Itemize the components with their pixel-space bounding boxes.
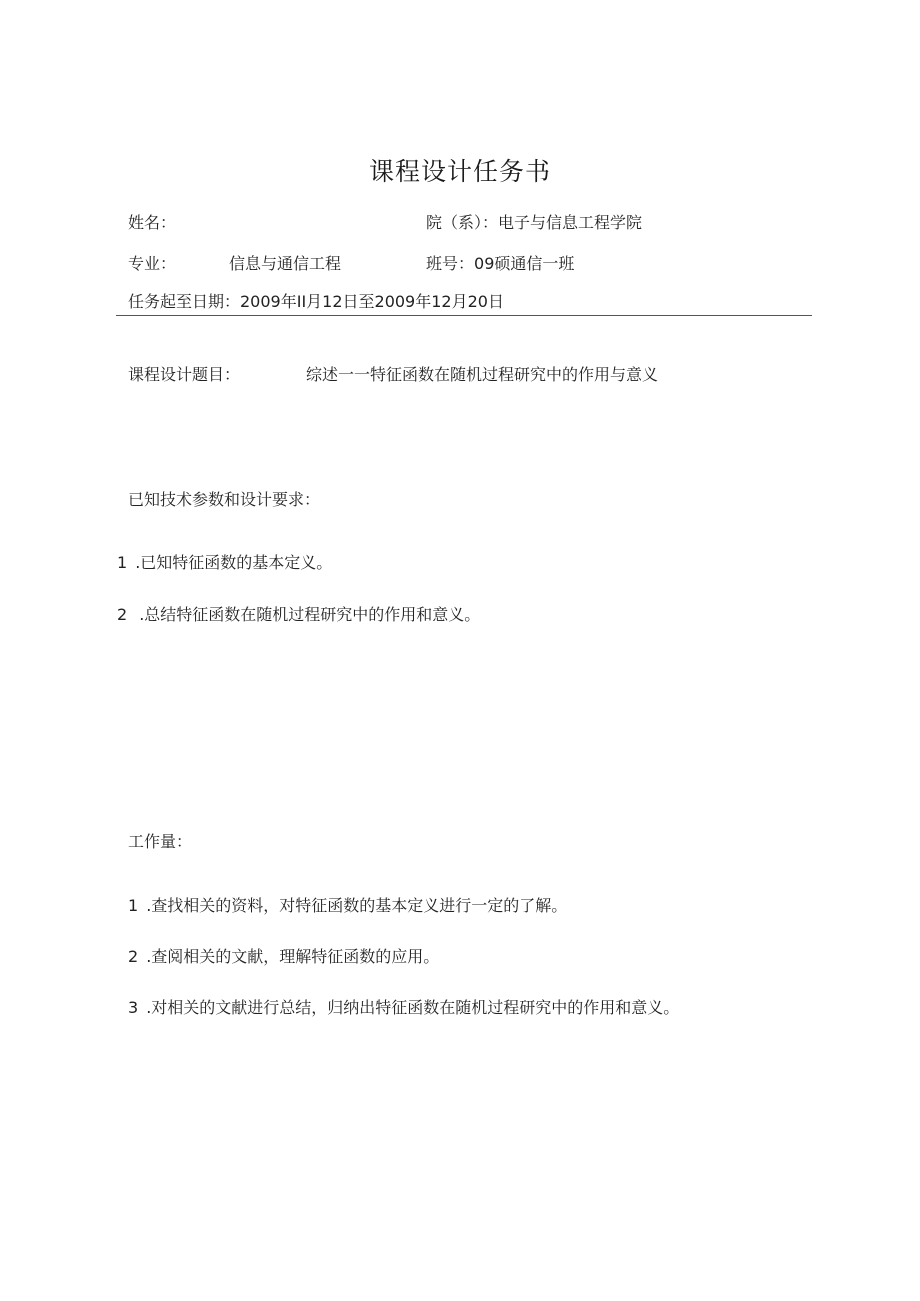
task-dates: 任务起至日期：2009年II月12日至2009年12月20日 xyxy=(128,292,504,311)
dept-label: 院（系）： xyxy=(426,213,499,232)
name-label: 姓名： xyxy=(128,213,177,232)
topic-label: 课程设计题目： xyxy=(128,365,241,384)
requirement-item xyxy=(117,605,480,625)
requirement-text: .已知特征函数的基本定义。 xyxy=(135,553,333,572)
workload-item xyxy=(128,998,679,1018)
workload-number: 1 xyxy=(128,896,139,915)
requirement-number: 2 xyxy=(117,605,128,624)
requirement-item xyxy=(117,553,332,573)
workload-number: 2 xyxy=(128,947,139,966)
header-divider xyxy=(116,315,812,316)
workload-number: 3 xyxy=(128,998,139,1017)
requirement-text: .总结特征函数在随机过程研究中的作用和意义。 xyxy=(139,605,481,624)
class-field xyxy=(426,254,574,274)
class-label: 班号： xyxy=(426,254,475,273)
major-value: 信息与通信工程 xyxy=(229,254,342,273)
class-value: 09硕通信一班 xyxy=(474,254,575,273)
workload-item xyxy=(128,947,439,967)
topic-value: 综述一一特征函数在随机过程研究中的作用与意义 xyxy=(306,365,659,384)
requirements-heading: 已知技术参数和设计要求： xyxy=(128,490,321,509)
document-title: 课程设计任务书 xyxy=(368,157,551,186)
workload-heading: 工作量： xyxy=(128,832,193,851)
dept-field xyxy=(426,213,642,233)
workload-item xyxy=(128,896,567,916)
workload-text: .对相关的文献进行总结，归纳出特征函数在随机过程研究中的作用和意义。 xyxy=(146,998,680,1017)
workload-text: .查找相关的资料，对特征函数的基本定义进行一定的了解。 xyxy=(146,896,568,915)
major-label: 专业： xyxy=(128,254,177,273)
dept-value: 电子与信息工程学院 xyxy=(498,213,643,232)
requirement-number: 1 xyxy=(117,553,128,572)
workload-text: .查阅相关的文献，理解特征函数的应用。 xyxy=(146,947,440,966)
